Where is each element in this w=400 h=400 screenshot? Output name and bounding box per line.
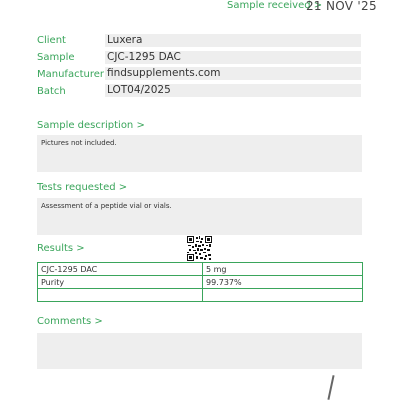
result-value	[203, 289, 363, 302]
client-value: Luxera	[105, 34, 361, 47]
signature-mark	[327, 375, 334, 400]
batch-value: LOT04/2025	[105, 84, 361, 97]
manufacturer-label: Manufacturer	[37, 69, 104, 80]
result-name	[38, 289, 203, 302]
result-name: CJC-1295 DAC	[38, 263, 203, 276]
table-row	[38, 289, 363, 302]
manufacturer-value: findsupplements.com	[105, 67, 361, 80]
result-value: 5 mg	[203, 263, 363, 276]
sample-label: Sample	[37, 52, 75, 63]
sample-value: CJC-1295 DAC	[105, 51, 361, 64]
comments-box	[37, 333, 362, 369]
result-value: 99.737%	[203, 276, 363, 289]
results-title: Results >	[37, 243, 85, 254]
comments-title: Comments >	[37, 316, 103, 327]
table-row	[38, 263, 363, 276]
qr-code-icon	[187, 236, 212, 261]
client-label: Client	[37, 35, 66, 46]
batch-label: Batch	[37, 86, 66, 97]
sample-description-title: Sample description >	[37, 120, 145, 131]
result-name: Purity	[38, 276, 203, 289]
table-row	[38, 276, 363, 289]
sample-description-text: Pictures not included.	[41, 139, 117, 147]
tests-requested-box	[37, 198, 362, 235]
sample-received-date: 21 NOV '25	[306, 0, 377, 13]
tests-requested-title: Tests requested >	[37, 182, 128, 193]
tests-requested-text: Assessment of a peptide vial or vials.	[41, 202, 172, 210]
results-table	[37, 262, 363, 302]
sample-description-box	[37, 135, 362, 172]
sample-received-label: Sample received >	[227, 0, 323, 11]
